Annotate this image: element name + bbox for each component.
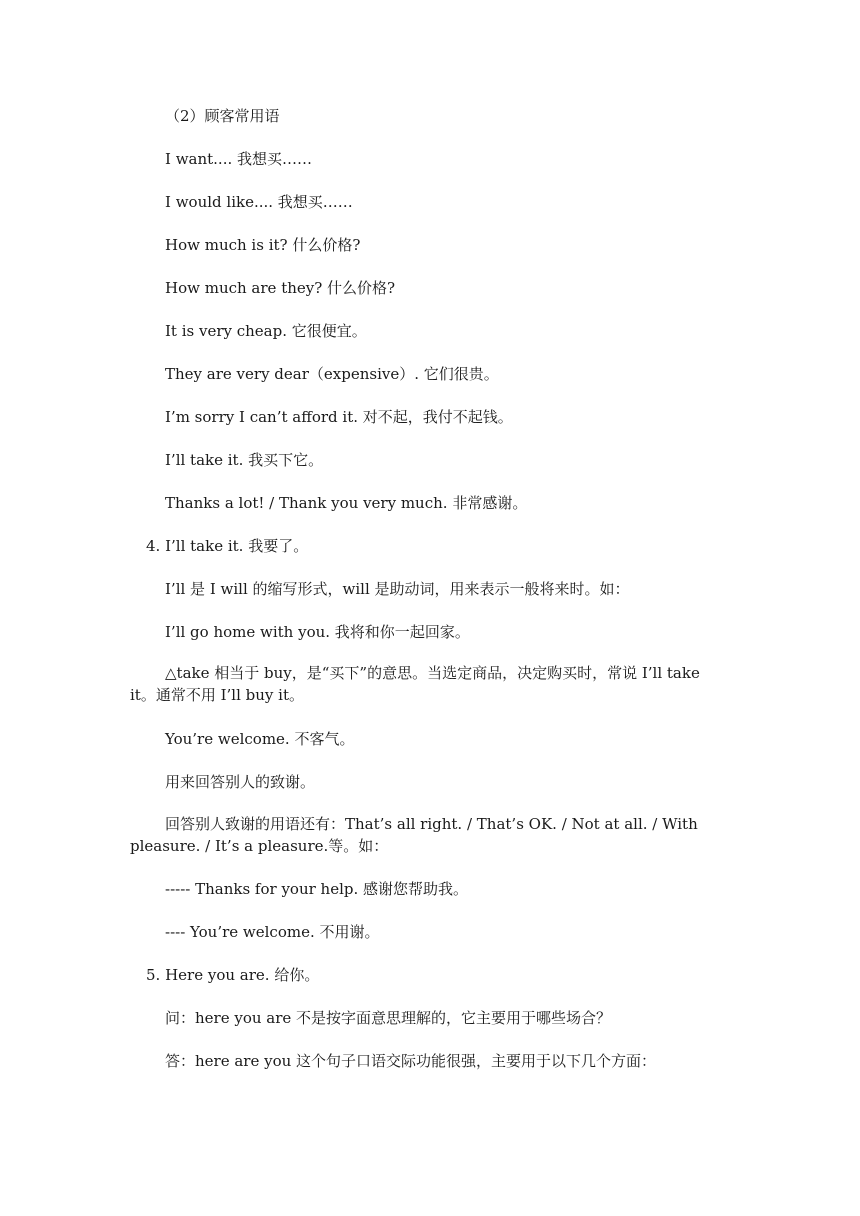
- phrase-line: They are very dear（expensive）. 它们很贵。: [165, 365, 499, 383]
- phrase-line: I would like.... 我想买……: [165, 193, 353, 211]
- dialogue-line: ---- You’re welcome. 不用谢。: [165, 923, 380, 941]
- phrase-line: You’re welcome. 不客气。: [165, 730, 355, 748]
- section-heading: （2）顾客常用语: [165, 107, 280, 125]
- numbered-heading: 5. Here you are. 给你。: [146, 966, 320, 984]
- dialogue-line: ----- Thanks for your help. 感谢您帮助我。: [165, 880, 469, 898]
- answer-line: 答：here are you 这个句子口语交际功能很强，主要用于以下几个方面：: [165, 1052, 657, 1070]
- phrase-line: How much is it? 什么价格?: [165, 236, 361, 254]
- phrase-line: I’m sorry I can’t afford it. 对不起，我付不起钱。: [165, 408, 513, 426]
- explanation-line: 用来回答别人的致谢。: [165, 773, 316, 791]
- explanation-line: I’ll 是 I will 的缩写形式，will 是助动词，用来表示一般将来时。如：: [165, 580, 630, 598]
- phrase-line: I want.... 我想买……: [165, 150, 313, 168]
- phrase-line: I’ll take it. 我买下它。: [165, 451, 324, 469]
- numbered-heading: 4. I’ll take it. 我要了。: [146, 537, 309, 555]
- note-paragraph: 回答别人致谢的用语还有：That’s all right. / That’s OK. / Not at all. / With pleasure. / It’s a pleasure.等。如：: [130, 815, 698, 855]
- note-paragraph: △take 相当于 buy，是“买下”的意思。当选定商品，决定购买时，常说 I’ll take it。通常不用 I’ll buy it。: [130, 664, 700, 704]
- phrase-line: It is very cheap. 它很便宜。: [165, 322, 367, 340]
- question-line: 问：here you are 不是按字面意思理解的，它主要用于哪些场合？: [165, 1009, 612, 1027]
- phrase-line: Thanks a lot! / Thank you very much. 非常感谢。: [165, 494, 528, 512]
- example-line: I’ll go home with you. 我将和你一起回家。: [165, 623, 470, 641]
- phrase-line: How much are they? 什么价格?: [165, 279, 396, 297]
